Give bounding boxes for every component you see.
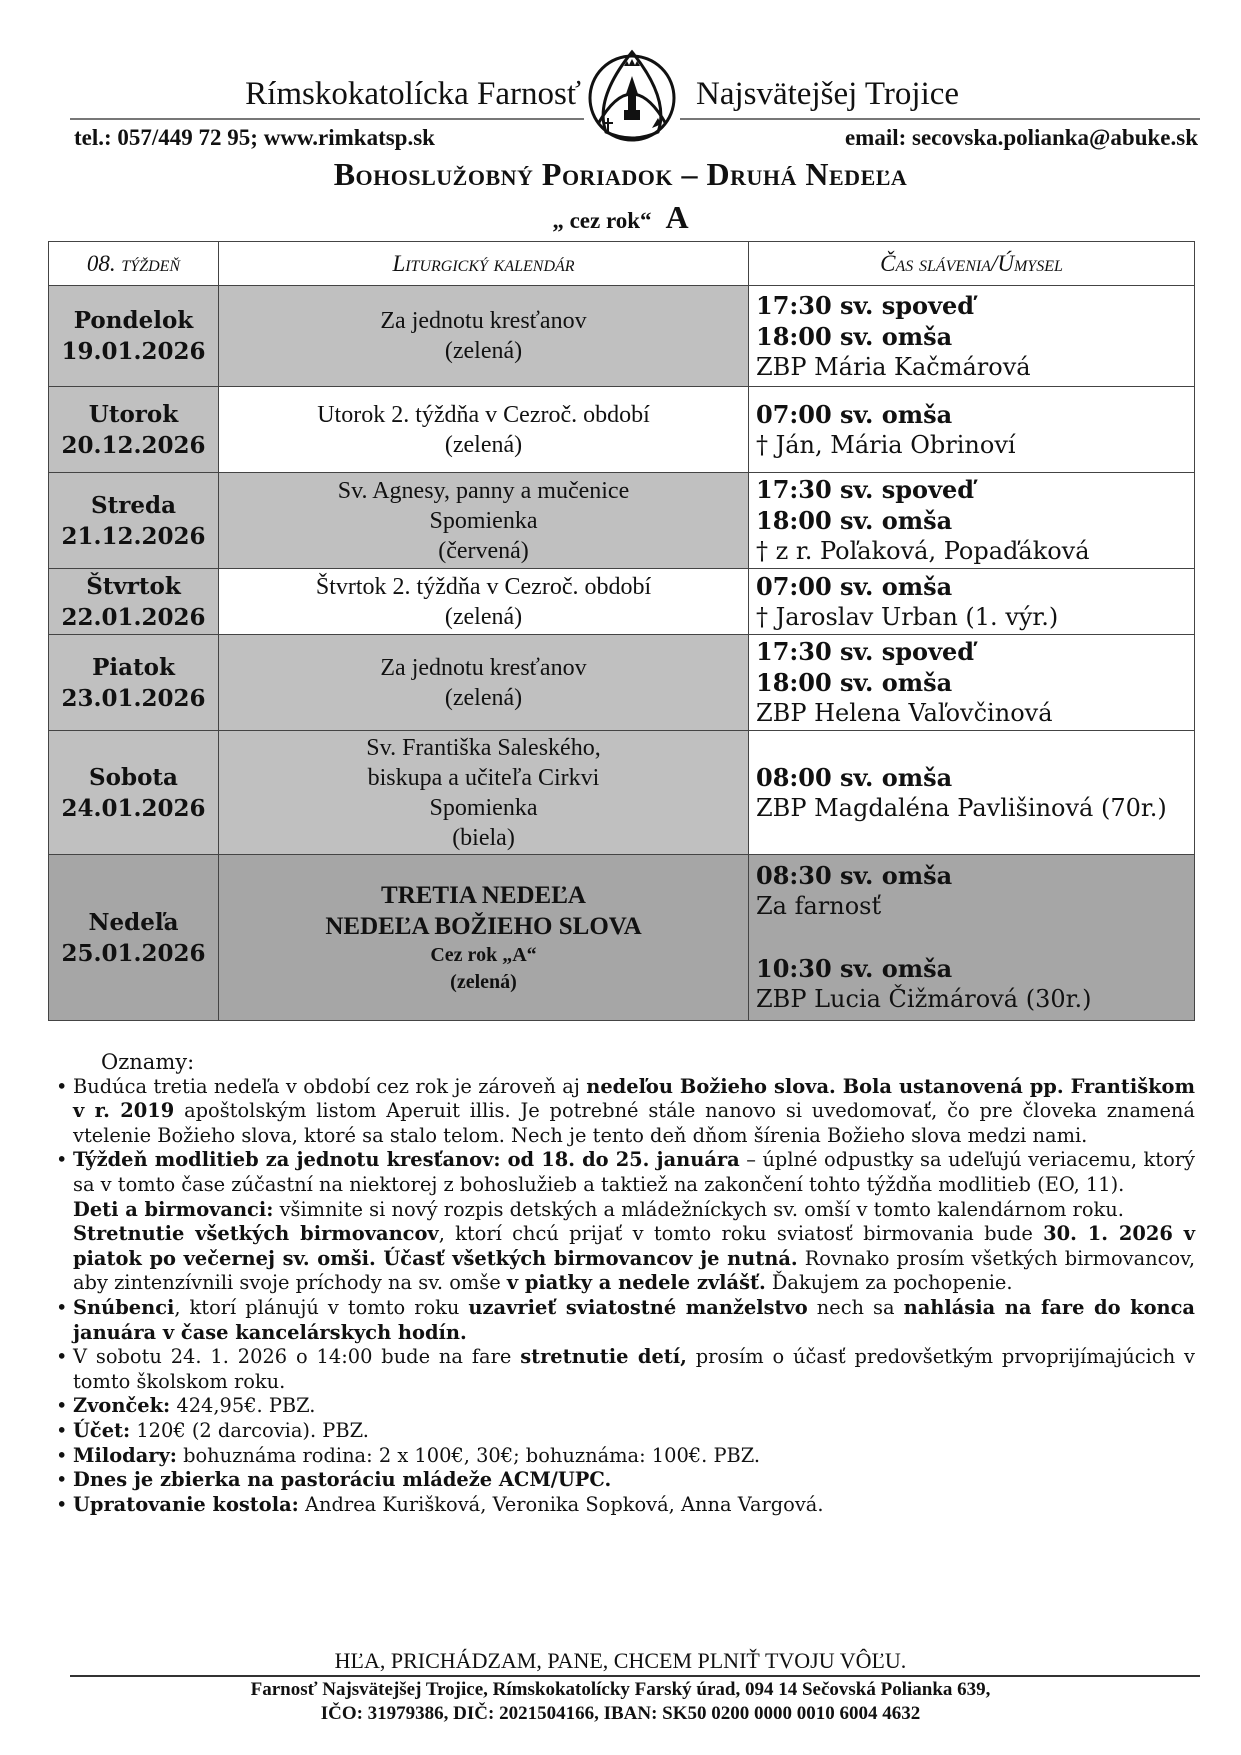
page-title: Bohoslužobný Poriadok – Druhá Nedeľa <box>333 156 908 192</box>
liturgy-line: Za jednotu kresťanov <box>380 308 587 334</box>
column-header-week: 08. týždeň <box>49 242 219 286</box>
liturgy-color: (zelená) <box>444 431 523 458</box>
day-name: Utorok <box>88 400 179 428</box>
subtitle-quote: „ cez rok“ <box>552 208 652 233</box>
footer-line-address: Farnosť Najsvätejšej Trojice, Rímskokatolícky Farský úrad, 094 14 Sečovská Polianka 639, <box>250 1679 991 1700</box>
day-name: Pondelok <box>73 307 194 334</box>
mass-intention: Za farnosť <box>756 892 882 920</box>
liturgy-line: biskupa a učiteľa Cirkvi <box>367 764 600 791</box>
day-name: Piatok <box>92 653 175 681</box>
parish-title-right: Najsvätejšej Trojice <box>696 76 960 112</box>
mass-cell <box>749 731 1195 855</box>
day-date: 20.12.2026 <box>61 431 206 459</box>
page-subtitle <box>0 199 1241 236</box>
mass-time: 17:30 sv. spoveď <box>756 475 975 504</box>
mass-intention: ZBP Helena Vaľovčinová <box>756 699 1053 727</box>
mass-intention: ZBP Magdaléna Pavlišinová (70r.) <box>756 793 1167 822</box>
column-header-time-intention: Čas slávenia/Úmysel <box>749 242 1195 286</box>
announcement-item: • Účet: 120€ (2 darcovia). PBZ. <box>73 1419 1195 1444</box>
contact-phone-web: tel.: 057/449 72 95; www.rimkatsp.sk <box>74 125 435 150</box>
announcement-item: • Upratovanie kostola: Andrea Kurišková, Veronika Sopková, Anna Vargová. <box>73 1493 1195 1518</box>
day-date: 24.01.2026 <box>61 794 206 822</box>
liturgy-cell <box>219 569 749 635</box>
liturgy-cell <box>219 635 749 731</box>
table-header-row <box>49 242 1195 286</box>
announcements-heading: Oznamy: <box>101 1050 195 1074</box>
announcements-list <box>73 1075 1195 1518</box>
liturgy-line: Sv. Františka Saleského, <box>366 734 601 761</box>
liturgy-color: (zelená) <box>444 338 523 364</box>
liturgy-color: (zelená) <box>444 684 523 711</box>
announcement-item: • V sobotu 24. 1. 2026 o 14:00 bude na fare stretnutie detí, prosím o účasť predovšetkým prvoprijímajúcich v tomto školskom roku. <box>73 1345 1195 1394</box>
announcement-item: Stretnutie všetkých birmovancov, ktorí chcú prijať v tomto roku sviatosť birmovania bude 30. 1. 2026 v piatok po večernej sv. omši. Účasť všetkých birmovancov je nutná. Rovnako prosím všetkých birmovancov, aby zintenzívnili svoje príchody na sv. omše v piatky a nedele zvlášť. Ďakujem za pochopenie. <box>73 1222 1195 1295</box>
mass-time: 07:00 sv. omša <box>756 399 953 429</box>
announcements <box>73 1050 1195 1517</box>
mass-time: 18:00 sv. omša <box>756 668 953 697</box>
day-date: 23.01.2026 <box>61 684 206 712</box>
footer-address <box>0 1678 1241 1726</box>
announcement-item: • Budúca tretia nedeľa v období cez rok je zároveň aj nedeľou Božieho slova. Bola ustanovená pp. Františkom v r. 2019 apoštolským listom Aperuit illis. Je potrebné stále nanovo si uvedomovať, čo pre človeka znamená vtelenie Božieho slova, ktoré sa stalo telom. Nech je tento deň dňom šírenia Božieho slova medzi nami. <box>73 1075 1195 1149</box>
liturgy-cell <box>219 286 749 387</box>
schedule-table <box>48 241 1195 1021</box>
mass-cell <box>749 473 1195 569</box>
day-cell <box>49 731 219 855</box>
day-name: Streda <box>91 491 176 519</box>
day-cell <box>49 855 219 1021</box>
mass-intention: † Jaroslav Urban (1. výr.) <box>756 602 1059 631</box>
mass-time: 08:30 sv. omša <box>756 861 953 890</box>
table-row <box>49 473 1195 569</box>
mass-time: 18:00 sv. omša <box>756 321 953 351</box>
day-date: 19.01.2026 <box>61 338 206 365</box>
liturgy-line: Štvrtok 2. týždňa v Cezroč. období <box>315 573 652 600</box>
mass-cell <box>749 855 1195 1021</box>
mass-time: 17:30 sv. spoveď <box>756 637 975 666</box>
liturgy-line: Sv. Agnesy, panny a mučenice <box>337 477 630 504</box>
column-header-liturgy: Liturgický kalendár <box>219 242 749 286</box>
day-name: Štvrtok <box>86 572 181 600</box>
day-cell <box>49 473 219 569</box>
mass-cell <box>749 569 1195 635</box>
table-row <box>49 855 1195 1021</box>
day-date: 21.12.2026 <box>61 522 206 550</box>
day-cell <box>49 286 219 387</box>
liturgy-cell <box>219 731 749 855</box>
mass-intention: † z r. Poľaková, Popaďáková <box>756 537 1090 565</box>
mass-cell <box>749 635 1195 731</box>
liturgy-color: (zelená) <box>444 603 523 630</box>
mass-time: 08:00 sv. omša <box>756 762 953 792</box>
announcement-item: • Zvonček: 424,95€. PBZ. <box>73 1394 1195 1419</box>
mass-time: 10:30 sv. omša <box>756 954 953 983</box>
table-row <box>49 387 1195 473</box>
day-date: 25.01.2026 <box>61 939 206 967</box>
liturgy-line: Spomienka <box>429 794 538 821</box>
announcement-item: • Týždeň modlitieb za jednotu kresťanov: od 18. do 25. januára – úplné odpustky sa udeľujú veriacemu, ktorý sa v tomto čase zúčastní na niektorej z bohoslužieb a taktiež na zakončení tohto týždňa modlitieb (EO, 11). <box>73 1148 1195 1197</box>
liturgy-color: (zelená) <box>450 970 517 993</box>
mass-time: 07:00 sv. omša <box>756 571 953 601</box>
day-name: Sobota <box>89 763 178 791</box>
mass-cell <box>749 286 1195 387</box>
announcement-item: • Milodary: bohuznáma rodina: 2 x 100€, 30€; bohuznáma: 100€. PBZ. <box>73 1444 1195 1469</box>
liturgy-cell <box>219 855 749 1021</box>
liturgy-color: (červená) <box>438 537 529 564</box>
mass-time: 17:30 sv. spoveď <box>756 290 975 320</box>
mass-intention: ZBP Lucia Čižmárová (30r.) <box>756 985 1092 1013</box>
table-row <box>49 635 1195 731</box>
parish-title-left: Rímskokatolícka Farnosť <box>245 76 581 112</box>
day-cell <box>49 387 219 473</box>
liturgy-feast-title: TRETIA NEDEĽA <box>381 881 586 909</box>
announcement-item: • Dnes je zbierka na pastoráciu mládeže ACM/UPC. <box>73 1468 1195 1493</box>
day-name: Nedeľa <box>88 908 179 936</box>
liturgy-line: Spomienka <box>429 507 538 534</box>
day-cell <box>49 635 219 731</box>
liturgy-line: Za jednotu kresťanov <box>380 654 587 681</box>
motto: HĽA, PRICHÁDZAM, PANE, CHCEM PLNIŤ TVOJU VÔĽU. <box>334 1648 907 1673</box>
mass-intention: ZBP Mária Kačmárová <box>756 352 1031 381</box>
liturgy-line: Utorok 2. týždňa v Cezroč. období <box>317 401 650 428</box>
day-date: 22.01.2026 <box>61 603 206 631</box>
liturgy-cell <box>219 387 749 473</box>
trinity-church-logo-icon <box>584 44 680 150</box>
footer-line-ids: IČO: 31979386, DIČ: 2021504166, IBAN: SK50 0200 0000 0010 6004 4632 <box>320 1703 921 1724</box>
liturgy-cell <box>219 473 749 569</box>
table-row <box>49 569 1195 635</box>
footer-divider <box>70 1675 1200 1677</box>
mass-time: 18:00 sv. omša <box>756 506 953 535</box>
liturgy-feast-title: NEDEĽA BOŽIEHO SLOVA <box>325 912 642 940</box>
subtitle-letter: A <box>665 199 689 235</box>
day-cell <box>49 569 219 635</box>
liturgy-color: (biela) <box>452 824 515 851</box>
announcement-item: • Snúbenci, ktorí plánujú v tomto roku uzavrieť sviatostné manželstvo nech sa nahlásia na fare do konca januára v čase kancelárskych hodín. <box>73 1296 1195 1345</box>
contact-email: email: secovska.polianka@abuke.sk <box>844 125 1198 150</box>
table-row <box>49 286 1195 387</box>
mass-intention: † Ján, Mária Obrinoví <box>756 430 1016 459</box>
announcement-item: Deti a birmovanci: všimnite si nový rozpis detských a mládežníckych sv. omší v tomto kalendárnom roku. <box>73 1197 1124 1221</box>
mass-cell <box>749 387 1195 473</box>
liturgy-line: Cez rok „A“ <box>430 943 537 966</box>
table-row <box>49 731 1195 855</box>
